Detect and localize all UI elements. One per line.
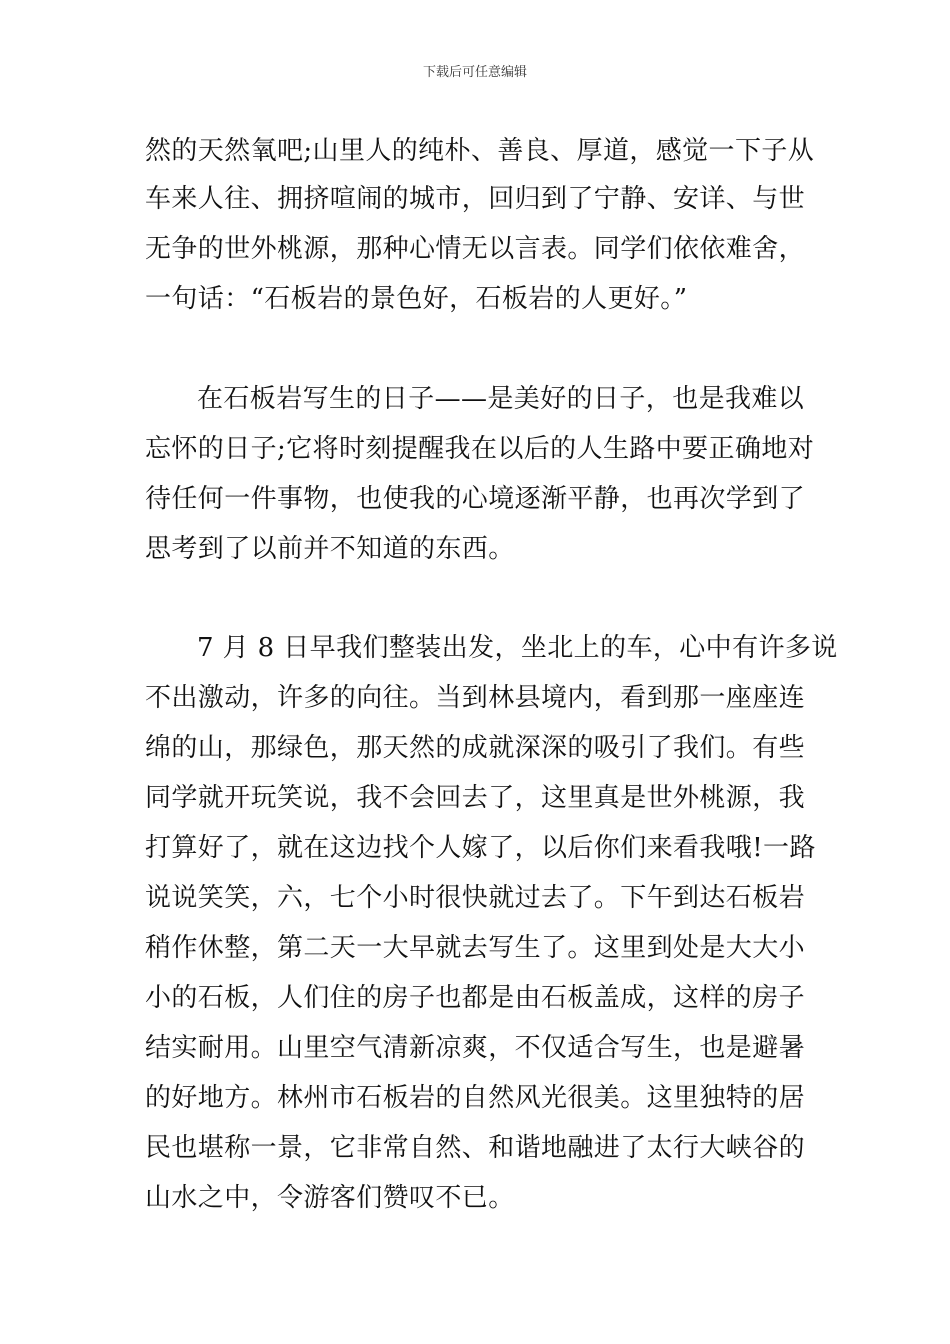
paragraph-3-line-1: 7 月 8 日早我们整装出发，坐北上的车，心中有许多说 bbox=[197, 633, 838, 663]
paragraph-3-line-5: 打算好了，就在这边找个人嫁了，以后你们来看我哦!一路 bbox=[145, 833, 816, 863]
paragraph-3-line-4: 同学就开玩笑说，我不会回去了，这里真是世外桃源，我 bbox=[145, 783, 806, 813]
paragraph-3-line-6: 说说笑笑，六，七个小时很快就过去了。下午到达石板岩 bbox=[145, 883, 806, 913]
page-header: 下载后可任意编辑 bbox=[422, 65, 527, 80]
paragraph-2-line-3: 待任何一件事物，也使我的心境逐渐平静，也再次学到了 bbox=[145, 484, 806, 514]
paragraph-1-line-1: 然的天然氧吧;山里人的纯朴、善良、厚道，感觉一下子从 bbox=[145, 136, 815, 166]
paragraph-3-line-10: 的好地方。林州市石板岩的自然风光很美。这里独特的居 bbox=[145, 1083, 806, 1113]
paragraph-1-line-3: 无争的世外桃源，那种心情无以言表。同学们依依难舍， bbox=[145, 234, 806, 264]
paragraph-2-line-1: 在石板岩写生的日子——是美好的日子，也是我难以 bbox=[197, 384, 805, 414]
paragraph-3-line-12: 山水之中，令游客们赞叹不已。 bbox=[145, 1183, 515, 1213]
paragraph-1-line-4: 一句话：“石板岩的景色好，石板岩的人更好。” bbox=[145, 284, 688, 314]
paragraph-3-line-11: 民也堪称一景，它非常自然、和谐地融进了太行大峡谷的 bbox=[145, 1133, 806, 1163]
paragraph-3-line-9: 结实耐用。山里空气清新凉爽，不仅适合写生，也是避暑 bbox=[145, 1033, 806, 1063]
paragraph-3-line-7: 稍作休整，第二天一大早就去写生了。这里到处是大大小 bbox=[145, 933, 806, 963]
paragraph-3-line-8: 小的石板，人们住的房子也都是由石板盖成，这样的房子 bbox=[145, 983, 806, 1013]
paragraph-2-line-4: 思考到了以前并不知道的东西。 bbox=[145, 534, 515, 564]
paragraph-2-line-2: 忘怀的日子;它将时刻提醒我在以后的人生路中要正确地对 bbox=[145, 434, 815, 464]
paragraph-3-line-2: 不出激动，许多的向往。当到林县境内，看到那一座座连 bbox=[145, 683, 806, 713]
paragraph-1-line-2: 车来人往、拥挤喧闹的城市，回归到了宁静、安详、与世 bbox=[145, 184, 806, 214]
paragraph-3-line-3: 绵的山，那绿色，那天然的成就深深的吸引了我们。有些 bbox=[145, 733, 806, 763]
